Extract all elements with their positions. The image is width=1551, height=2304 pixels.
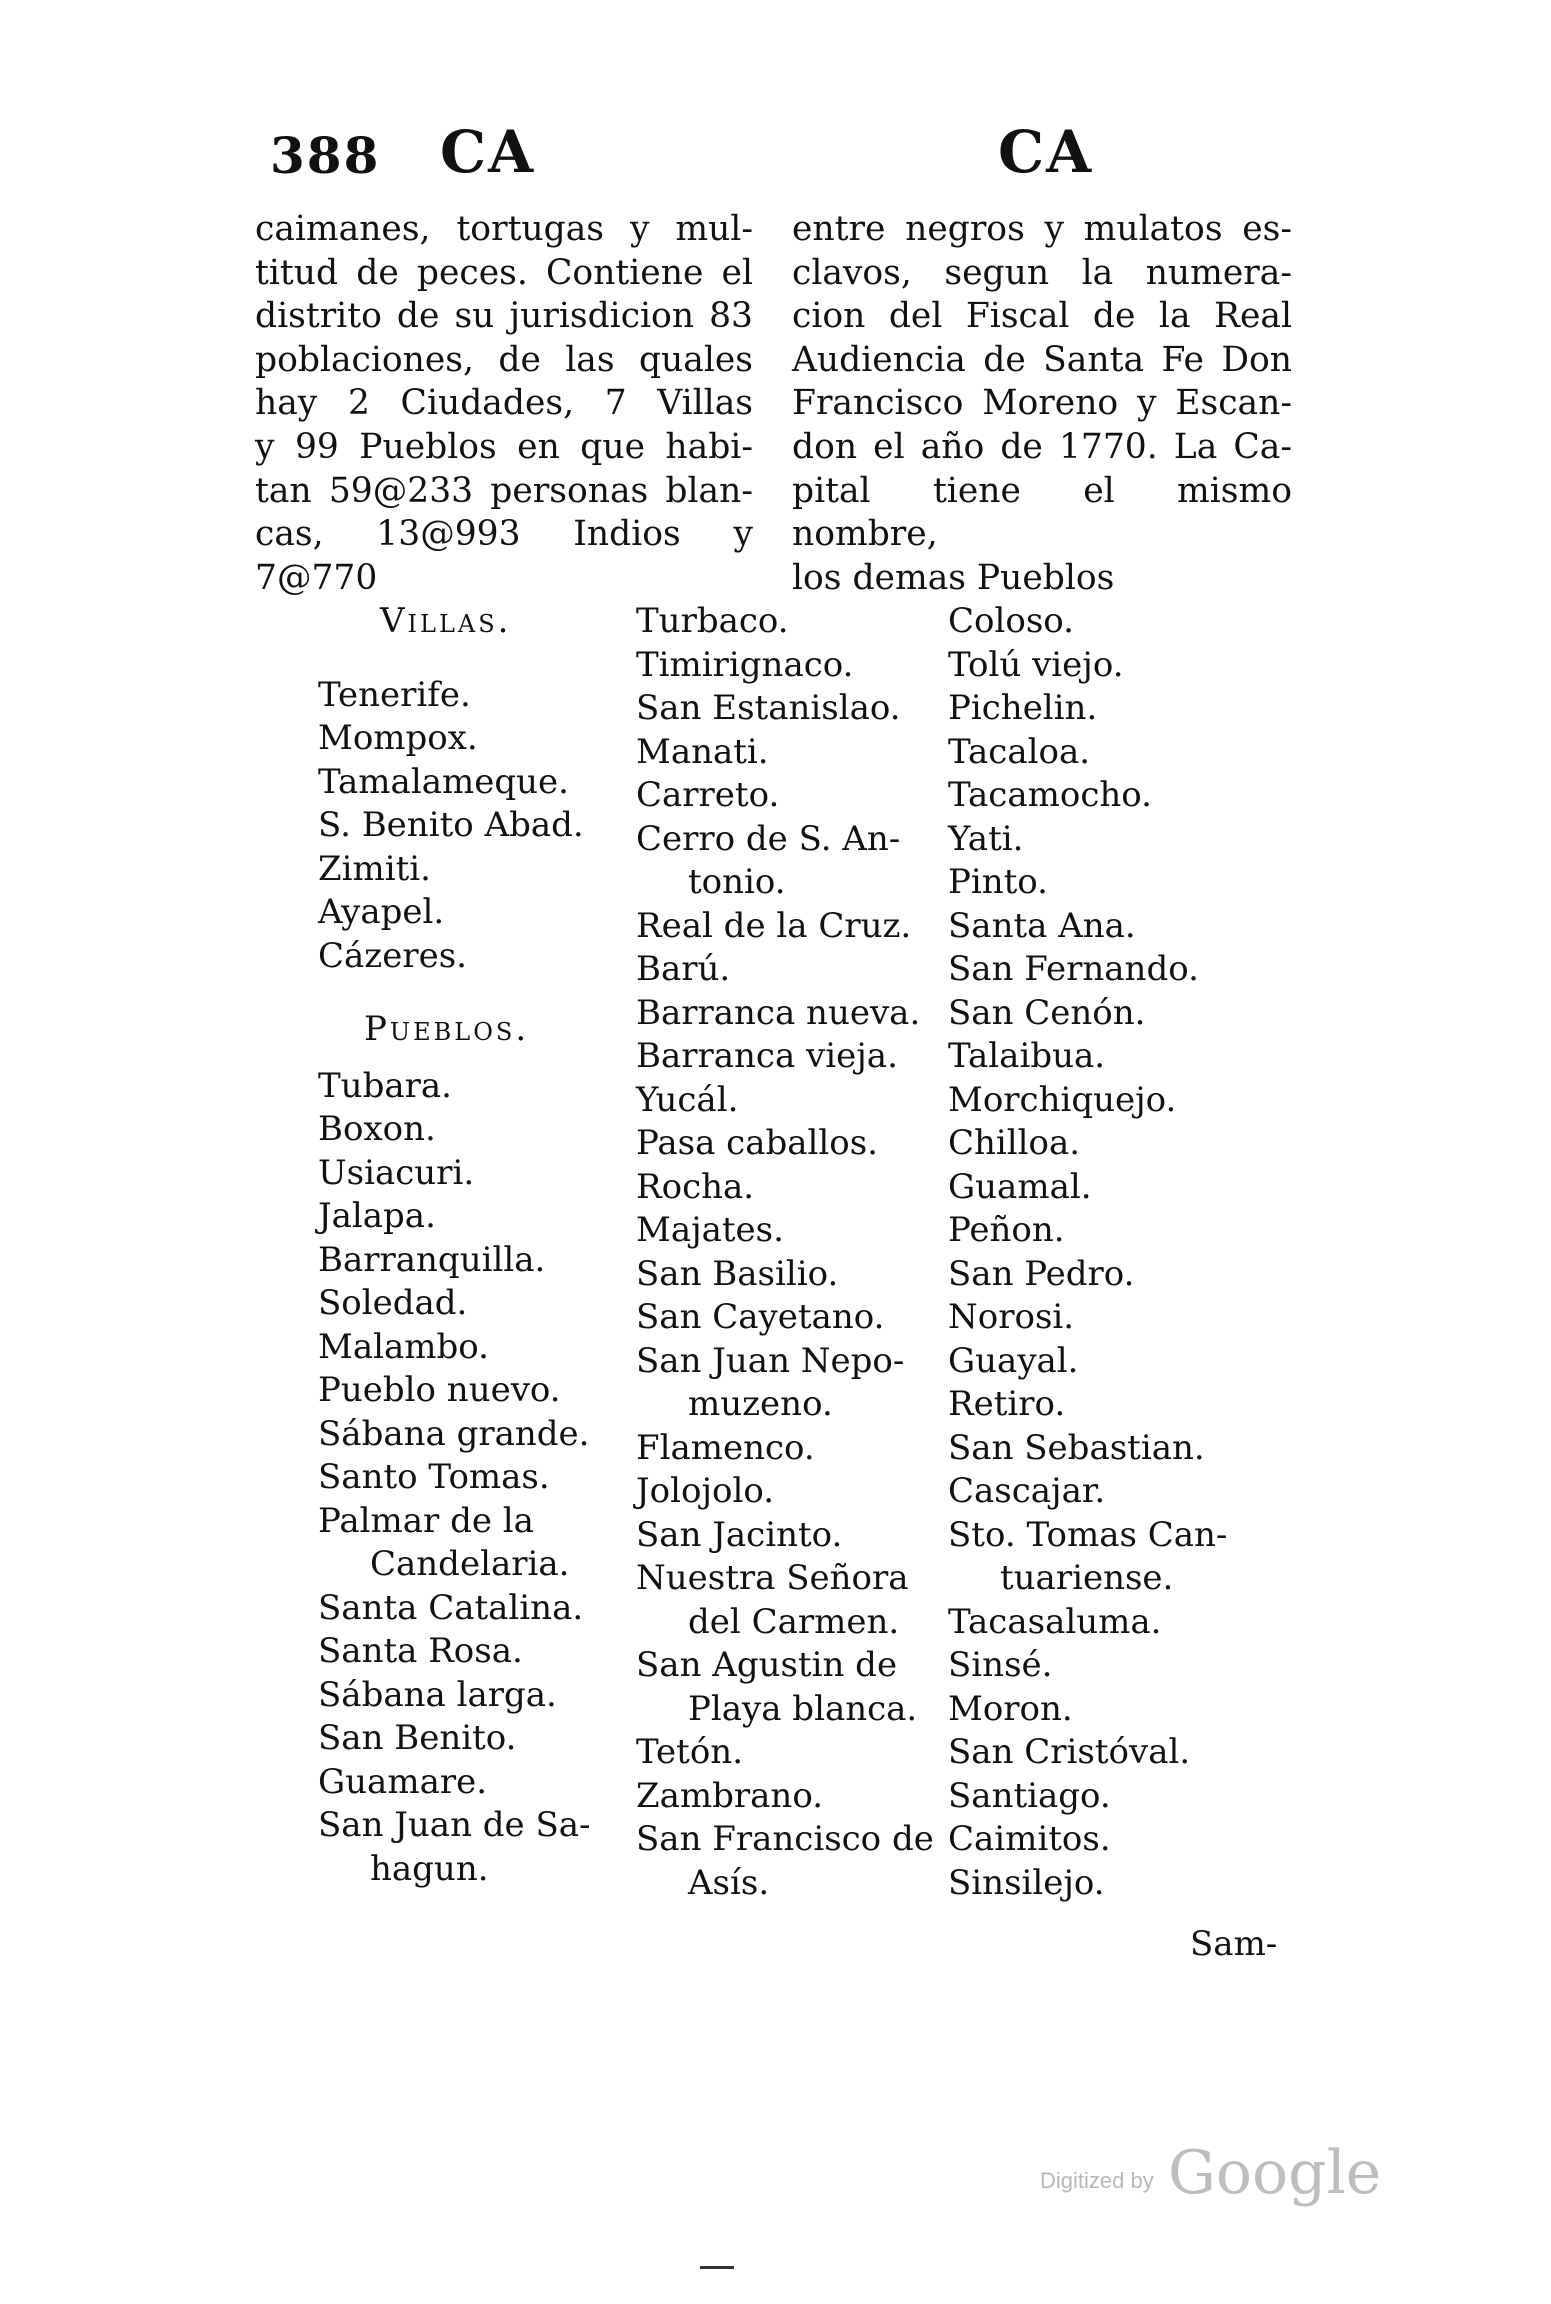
list-item: Barranquilla. [318,1239,546,1280]
list-item: Soledad. [318,1283,468,1323]
list-item: San Benito. [318,1718,517,1758]
list-item: Jolojolo. [636,1471,775,1511]
list-item: Rocha. [636,1166,755,1207]
list-item: Ayapel. [318,892,445,932]
list-item: Tamalameque. [318,761,569,802]
prose-line: Francisco Moreno y Escan- [792,383,1292,424]
list-item: Asís. [688,1862,770,1903]
list-item: San Basilio. [636,1253,839,1294]
list-item: Real de la Cruz. [636,905,912,946]
list-item: Malambo. [318,1326,489,1367]
prose-line: y 99 Pueblos en que habi- [255,426,753,467]
list-item: Tubara. [318,1065,452,1106]
list-item: Candelaria. [370,1544,570,1584]
list-item: Santa Rosa. [318,1631,523,1671]
list-item: San Sebastian. [948,1427,1205,1468]
villas-heading: Villas. [380,601,512,641]
list-item: Yucál. [636,1079,739,1120]
list-item: hagun. [370,1848,489,1889]
list-item: San Juan de Sa- [318,1805,591,1845]
google-watermark: Google [1168,2138,1382,2208]
list-item: San Cristóval. [948,1732,1191,1772]
list-item: Playa blanca. [688,1688,918,1729]
list-item: Palmar de la [318,1500,534,1541]
list-item: Pasa caballos. [636,1123,878,1163]
list-item: San Cayetano. [636,1297,885,1337]
list-item: Coloso. [948,601,1074,641]
footer-rule [700,2266,734,2269]
list-item: Morchiquejo. [948,1079,1177,1120]
list-item: Retiro. [948,1384,1066,1424]
list-item: San Cenón. [948,992,1146,1033]
list-item: Barú. [636,949,731,989]
prose-line: don el año de 1770. La Ca- [792,426,1292,467]
list-item: Sábana grande. [318,1413,590,1454]
prose-line: poblaciones, de las quales [255,339,753,380]
prose-line: distrito de su jurisdicion 83 [255,296,753,337]
prose-line: clavos, segun la numera- [792,252,1292,293]
list-item: Sábana larga. [318,1674,557,1715]
catchword: Sam- [1190,1924,1278,1964]
list-item: Pichelin. [948,688,1098,728]
list-column-2 [636,600,944,1905]
list-item: Guamare. [318,1761,488,1802]
running-head-left: CA [440,118,536,186]
list-item: Santa Ana. [948,905,1136,946]
prose-line: los demas Pueblos [792,557,1115,598]
prose-line: titud de peces. Contiene el [255,252,753,293]
list-item: Zimiti. [318,848,431,889]
list-item: Tenerife. [318,674,471,715]
prose-line: cas, 13@993 Indios y 7@770 [255,514,753,598]
list-item: tonio. [688,862,786,902]
list-item: Cázeres. [318,935,467,976]
list-item: del Carmen. [688,1601,900,1642]
running-head-right: CA [998,118,1094,186]
list-item: Timirignaco. [636,644,854,685]
prose-line: entre negros y mulatos es- [792,209,1292,249]
list-item: Pinto. [948,862,1048,902]
list-column-3 [948,600,1278,1905]
list-item: Sinsé. [948,1645,1053,1685]
list-item: Peñon. [948,1210,1065,1250]
list-item: San Jacinto. [636,1514,843,1555]
list-item: Santo Tomas. [318,1457,550,1497]
list-item: Barranca vieja. [636,1036,898,1076]
list-item: S. Benito Abad. [318,805,584,845]
list-item: San Fernando. [948,949,1199,989]
digitized-by-label: Digitized by [1040,2168,1154,2193]
list-item: Turbaco. [636,601,789,641]
prose-line: pital tiene el mismo nombre, [792,470,1292,555]
list-item: Guamal. [948,1166,1092,1207]
list-item: Majates. [636,1210,784,1250]
list-item: Nuestra Señora [636,1558,909,1598]
list-item: Sinsilejo. [948,1862,1105,1903]
prose-line: tan 59@233 personas blan- [255,470,753,511]
list-item: Cerro de S. An- [636,818,901,859]
list-item: Tacaloa. [948,731,1091,772]
list-item: San Agustin de [636,1645,898,1685]
list-item: Carreto. [636,775,780,815]
list-item: Santa Catalina. [318,1587,584,1628]
list-item: Tetón. [636,1732,743,1772]
list-item: Caimitos. [948,1819,1111,1859]
list-item: Mompox. [318,718,478,758]
list-item: Norosi. [948,1297,1075,1337]
prose-column-left [255,208,753,600]
list-item: Sto. Tomas Can- [948,1514,1228,1555]
list-item: Usiacuri. [318,1152,475,1193]
list-item: Jalapa. [318,1196,436,1236]
list-item: Zambrano. [636,1775,823,1816]
list-item: San Francisco de [636,1819,934,1859]
pueblos-list-col1 [318,1065,618,1892]
list-column-1 [318,600,618,1891]
list-item: San Juan Nepo- [636,1340,905,1381]
list-item: Tacamocho. [948,775,1152,815]
list-item: San Pedro. [948,1253,1135,1294]
prose-line: Audiencia de Santa Fe Don [792,339,1292,380]
list-item: Santiago. [948,1775,1111,1816]
list-item: Moron. [948,1688,1073,1729]
list-item: Barranca nueva. [636,992,921,1033]
list-item: Chilloa. [948,1123,1081,1163]
list-item: Guayal. [948,1340,1079,1381]
list-item: Talaibua. [948,1036,1106,1076]
list-item: Yati. [948,818,1024,859]
list-item: Tacasaluma. [948,1601,1162,1642]
list-item: muzeno. [688,1384,833,1424]
prose-line: hay 2 Ciudades, 7 Villas [255,383,753,424]
list-item: tuariense. [1000,1558,1174,1598]
list-item: Flamenco. [636,1427,815,1468]
prose-column-right [792,208,1292,600]
list-item: San Estanislao. [636,688,901,728]
list-item: Boxon. [318,1109,436,1149]
villas-list [318,674,618,979]
list-item: Pueblo nuevo. [318,1370,561,1410]
list-item: Cascajar. [948,1471,1106,1511]
list-item: Tolú viejo. [948,644,1124,685]
prose-line: caimanes, tortugas y mul- [255,209,753,249]
list-item: Manati. [636,731,769,772]
prose-line: cion del Fiscal de la Real [792,296,1292,337]
pueblos-heading: Pueblos. [364,1009,530,1049]
page-number: 388 [270,126,381,185]
